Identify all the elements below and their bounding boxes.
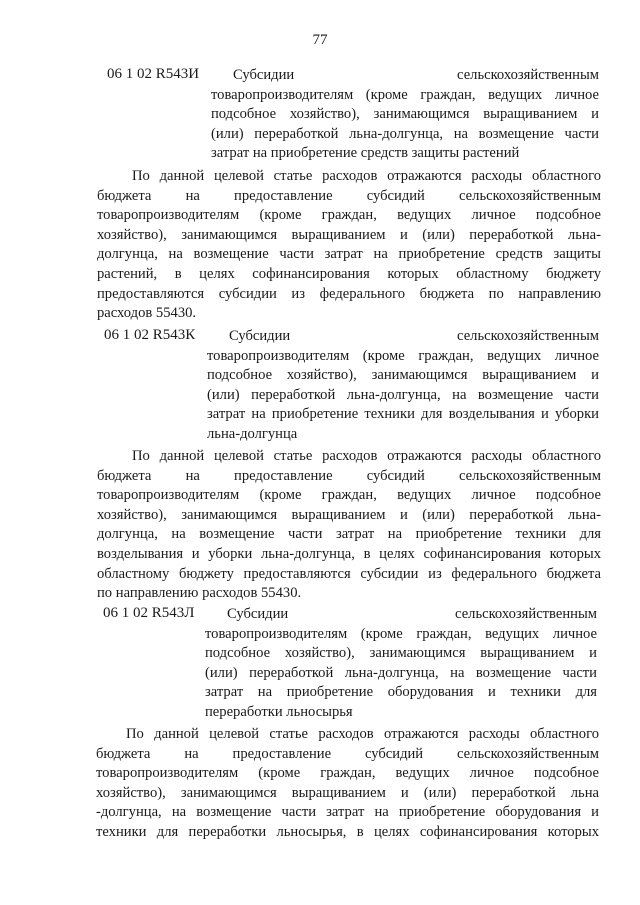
- paragraph-line: хозяйство), занимающимся выращиванием и (или) переработкой льна-: [97, 226, 601, 243]
- title-line: (или) переработкой льна-долгунца, на возмещение части: [207, 386, 599, 403]
- paragraph-line: долгунца, на возмещение части затрат на приобретение техники для: [97, 526, 601, 543]
- entry-title: [207, 327, 599, 444]
- title-line: подсобное хозяйство), занимающимся выращиванием и: [207, 367, 599, 383]
- paragraph-line: бюджета на предоставление субсидий сельскохозяйственным: [96, 745, 599, 762]
- budget-code: 06 1 02 R543И: [107, 66, 200, 82]
- paragraph-line: возделывания и уборки льна-долгунца, в целях софинансирования которых: [97, 545, 601, 562]
- page-number: 77: [312, 32, 328, 48]
- title-line: переработки льносырья: [205, 703, 353, 720]
- paragraph-line: областному бюджету предоставляются субсидии из федерального бюджета: [97, 565, 601, 582]
- paragraph-line: бюджета на предоставление субсидий сельскохозяйственным: [97, 187, 601, 204]
- paragraph-line: хозяйство), занимающимся выращиванием и (или) переработкой льна: [96, 784, 599, 801]
- title-line: подсобное хозяйство), занимающимся выращиванием и: [205, 645, 597, 661]
- title-line: (или) переработкой льна-долгунца, на возмещение части: [205, 664, 597, 681]
- budget-code: 06 1 02 R543Л: [103, 605, 195, 621]
- entry-paragraph: [97, 167, 601, 324]
- title-line: товаропроизводителям (кроме граждан, ведущих личное: [211, 86, 599, 103]
- title-line: товаропроизводителям (кроме граждан, ведущих личное: [205, 625, 597, 642]
- entry-title: [205, 605, 597, 722]
- paragraph-line: растений, в целях софинансирования которых областному бюджету: [97, 265, 601, 282]
- paragraph-line: бюджета на предоставление субсидий сельскохозяйственным: [97, 467, 601, 484]
- paragraph-line: По данной целевой статье расходов отражаются расходы областного: [132, 448, 601, 464]
- budget-code: 06 1 02 R543К: [104, 327, 196, 343]
- title-line: Субсидии сельскохозяйственным: [229, 328, 599, 344]
- entry-paragraph: [97, 447, 601, 604]
- paragraph-line: по направлению расходов 55430.: [97, 585, 302, 602]
- paragraph-line: долгунца, на возмещение части затрат на приобретение средств защиты: [97, 246, 601, 263]
- title-line: затрат на приобретение техники для возделывания и уборки: [207, 406, 599, 422]
- title-line: (или) переработкой льна-долгунца, на возмещение части: [211, 125, 599, 142]
- title-line: подсобное хозяйство), занимающимся выращиванием и: [211, 106, 599, 122]
- paragraph-line: хозяйство), занимающимся выращиванием и (или) переработкой льна-: [97, 506, 601, 523]
- entry-title: [211, 66, 599, 164]
- paragraph-line: -долгунца, на возмещение части затрат на приобретение оборудования и: [96, 804, 599, 821]
- paragraph-line: техники для переработки льносырья, в целях софинансирования которых: [96, 823, 599, 840]
- paragraph-line: По данной целевой статье расходов отражаются расходы областного: [132, 168, 601, 184]
- title-line: льна-долгунца: [207, 425, 298, 442]
- title-line: затрат на приобретение оборудования и техники для: [205, 684, 597, 700]
- title-line: Субсидии сельскохозяйственным: [227, 606, 597, 622]
- paragraph-line: товаропроизводителям (кроме граждан, ведущих личное подсобное: [97, 487, 601, 504]
- paragraph-line: товаропроизводителям (кроме граждан, ведущих личное подсобное: [96, 765, 599, 782]
- paragraph-line: товаропроизводителям (кроме граждан, ведущих личное подсобное: [97, 207, 601, 224]
- entry-paragraph: [96, 725, 599, 843]
- title-line: Субсидии сельскохозяйственным: [233, 67, 599, 83]
- paragraph-line: предоставляются субсидии из федерального бюджета по направлению: [97, 285, 601, 302]
- title-line: затрат на приобретение средств защиты растений: [211, 145, 520, 161]
- paragraph-line: По данной целевой статье расходов отражаются расходы областного: [126, 726, 599, 742]
- paragraph-line: расходов 55430.: [97, 305, 197, 322]
- title-line: товаропроизводителям (кроме граждан, ведущих личное: [207, 347, 599, 364]
